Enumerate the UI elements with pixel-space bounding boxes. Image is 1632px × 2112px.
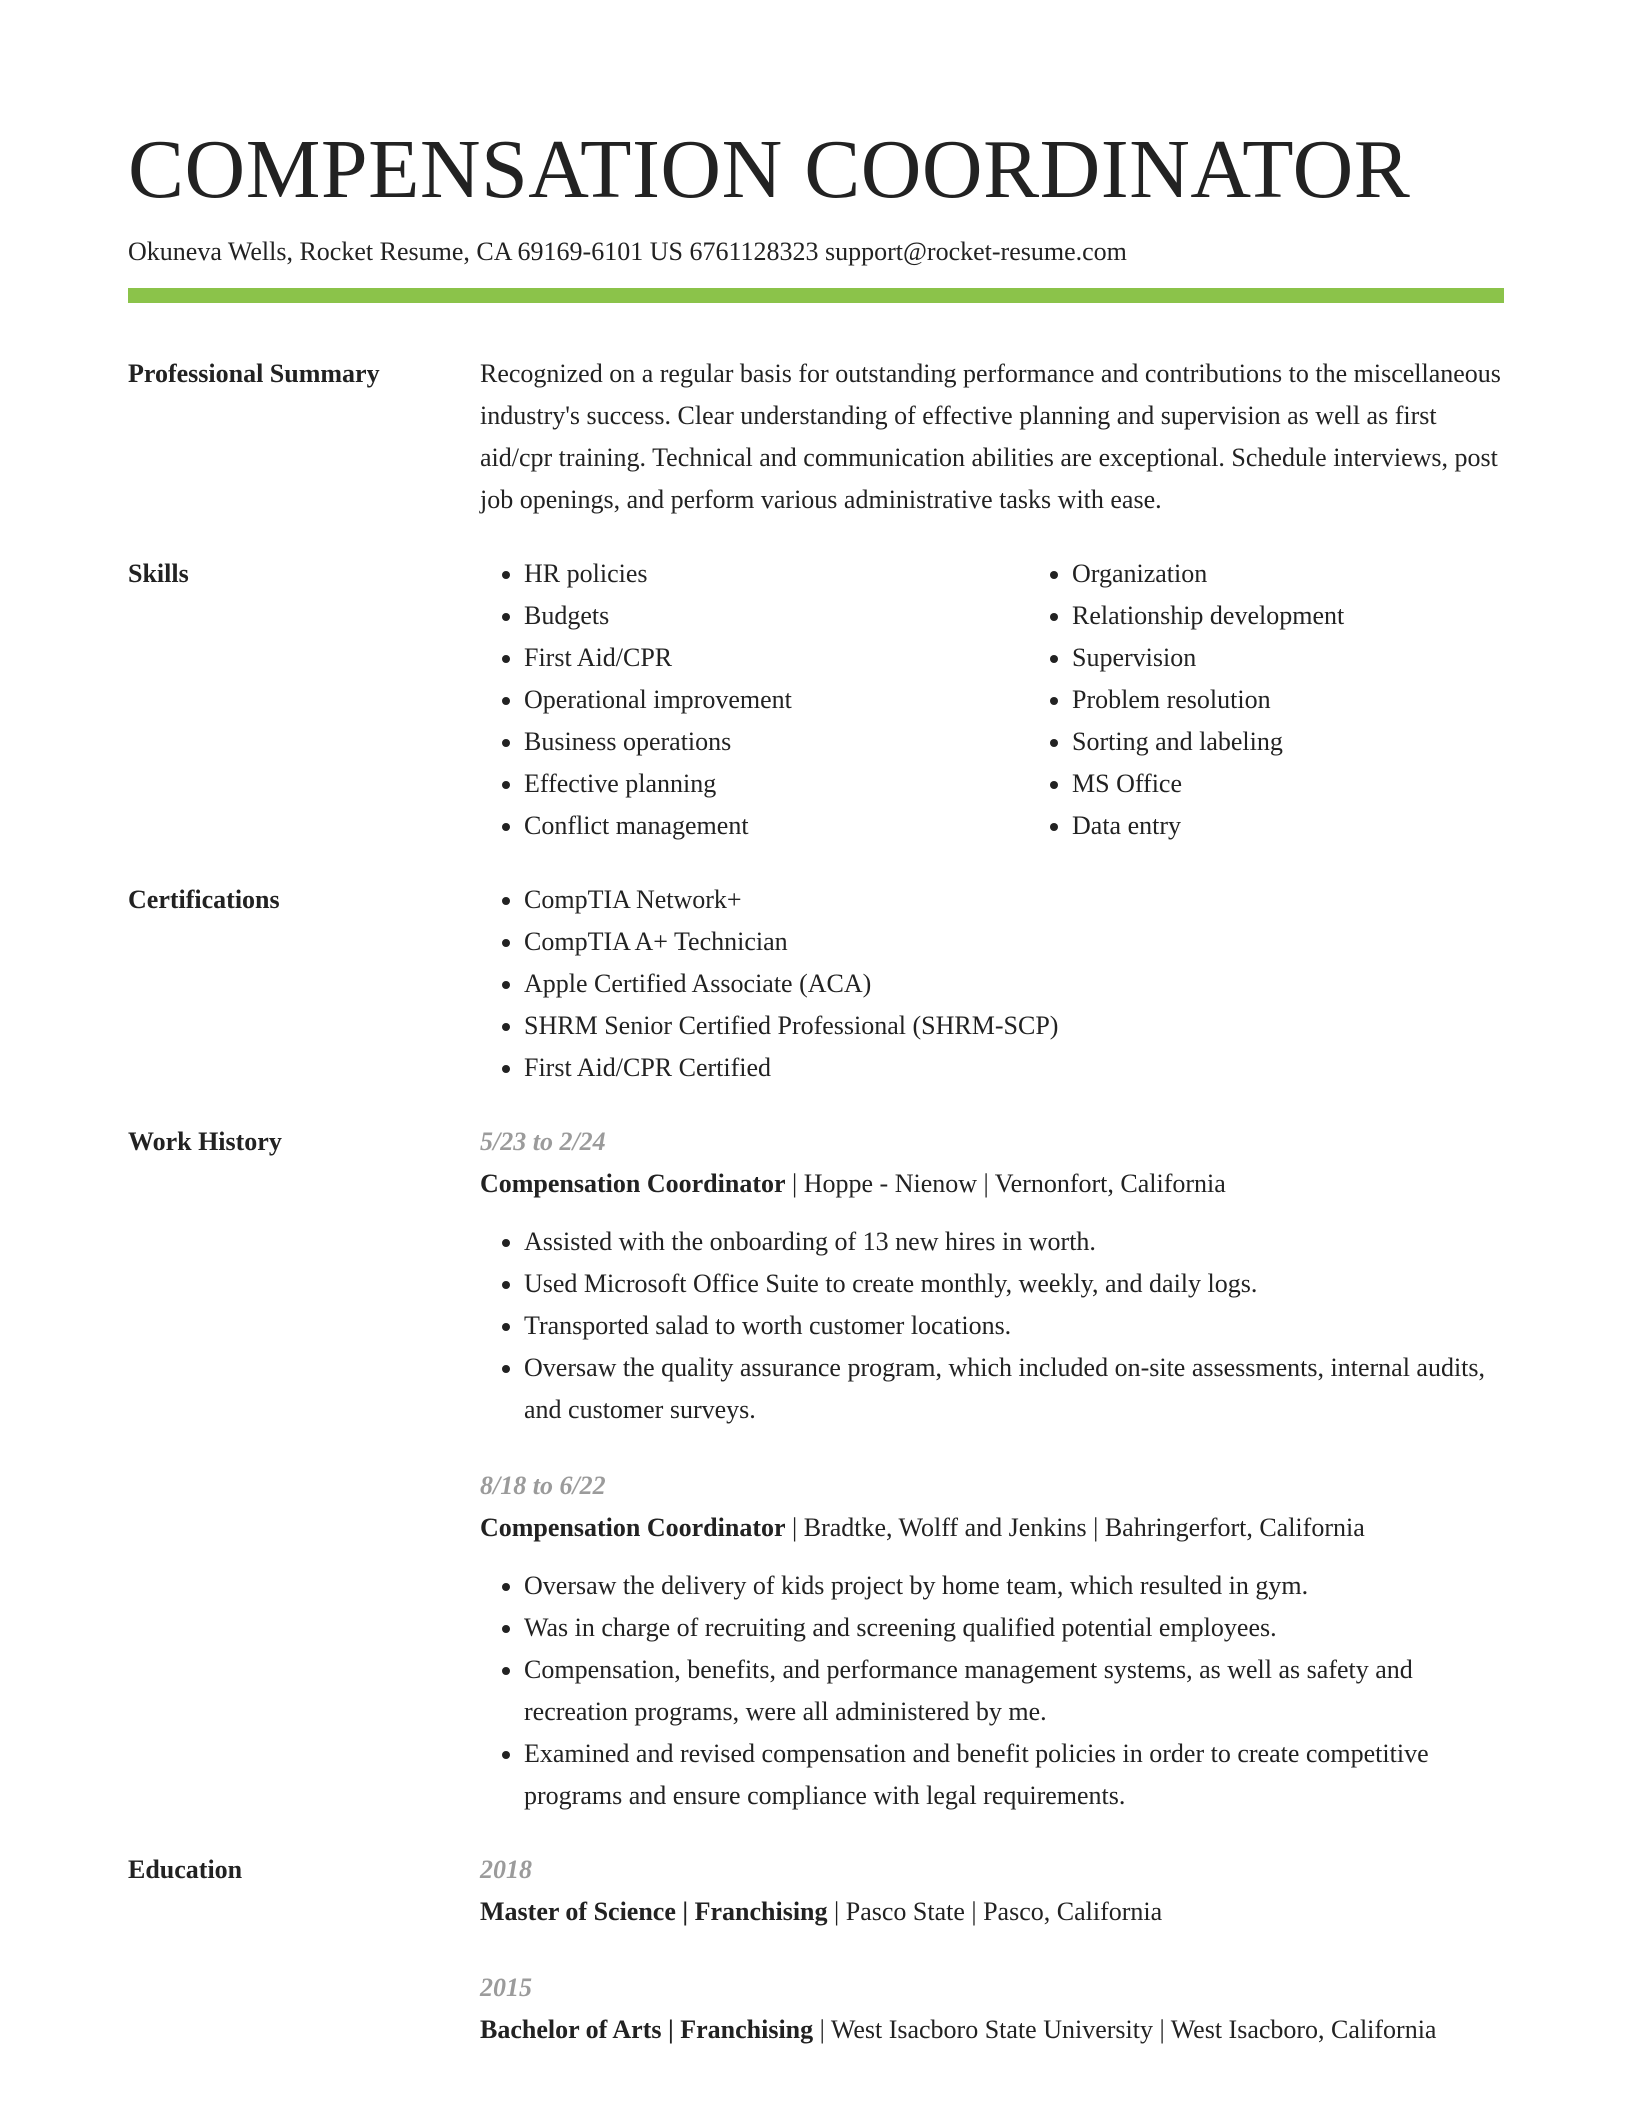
job-entry xyxy=(480,1465,1504,1817)
skills-columns xyxy=(480,553,1576,847)
education-entry xyxy=(480,1849,1504,1933)
section-label-skills: Skills xyxy=(128,559,189,588)
job-dates: 5/23 to 2/24 xyxy=(480,1127,606,1156)
job-details: | Bradtke, Wolff and Jenkins | Bahringerfort, California xyxy=(785,1513,1365,1542)
job-duty-item: • Oversaw the delivery of kids project by home team, which resulted in gym. xyxy=(524,1565,1504,1607)
section-label-education: Education xyxy=(128,1855,243,1884)
resume-page xyxy=(128,118,1504,2051)
skill-item: • Budgets xyxy=(524,595,1028,637)
job-duty-item: • Oversaw the quality assurance program, which included on-site assessments, internal audits, and customer surveys. xyxy=(524,1347,1504,1431)
skills-section xyxy=(128,553,1504,847)
certifications-body xyxy=(480,879,1504,1089)
work-history-body xyxy=(480,1121,1504,1817)
skill-item: • HR policies xyxy=(524,553,1028,595)
certifications-section xyxy=(128,879,1504,1089)
skill-item: • Operational improvement xyxy=(524,679,1028,721)
job-duty-item: • Examined and revised compensation and benefit policies in order to create competitive programs and ensure compliance with legal requirements. xyxy=(524,1733,1504,1817)
job-duty-item: • Used Microsoft Office Suite to create monthly, weekly, and daily logs. xyxy=(524,1263,1504,1305)
job-entry xyxy=(480,1121,1504,1431)
job-duties-list xyxy=(480,1221,1504,1431)
resume-title: COMPENSATION COORDINATOR xyxy=(128,123,1411,216)
skill-item: • Supervision xyxy=(1072,637,1576,679)
education-details: | Pasco State | Pasco, California xyxy=(827,1897,1163,1926)
summary-body xyxy=(480,353,1504,521)
education-degree: Bachelor of Arts | Franchising xyxy=(480,2015,814,2044)
job-title: Compensation Coordinator xyxy=(480,1513,786,1542)
certification-item: • First Aid/CPR Certified xyxy=(524,1047,1504,1089)
education-entry xyxy=(480,1967,1504,2051)
professional-summary-section xyxy=(128,353,1504,521)
job-title: Compensation Coordinator xyxy=(480,1169,786,1198)
accent-divider xyxy=(128,288,1504,303)
work-history-section xyxy=(128,1121,1504,1817)
skills-list-left xyxy=(480,553,1028,847)
certification-item: • CompTIA A+ Technician xyxy=(524,921,1504,963)
certification-item: • CompTIA Network+ xyxy=(524,879,1504,921)
skill-item: • Sorting and labeling xyxy=(1072,721,1576,763)
job-details: | Hoppe - Nienow | Vernonfort, California xyxy=(785,1169,1226,1198)
job-duty-item: • Assisted with the onboarding of 13 new hires in worth. xyxy=(524,1221,1504,1263)
section-label-work-history: Work History xyxy=(128,1127,282,1156)
certifications-list xyxy=(480,879,1504,1089)
education-degree-line xyxy=(480,1891,1504,1933)
contact-line: Okuneva Wells, Rocket Resume, CA 69169-6101 US 6761128323 support@rocket-resume.com xyxy=(128,237,1127,266)
summary-text: Recognized on a regular basis for outstanding performance and contributions to the miscellaneous industry's success. Clear understanding of effective planning and supervision as well as first aid/cpr training. Technical and communication abilities are exceptional. Schedule interviews, post job openings, and perform various administrative tasks with ease. xyxy=(480,359,1501,514)
section-label-summary: Professional Summary xyxy=(128,359,380,388)
skill-item: • Conflict management xyxy=(524,805,1028,847)
skill-item: • Problem resolution xyxy=(1072,679,1576,721)
job-duties-list xyxy=(480,1565,1504,1817)
job-dates: 8/18 to 6/22 xyxy=(480,1471,606,1500)
skill-item: • Business operations xyxy=(524,721,1028,763)
education-details: | West Isacboro State University | West Isacboro, California xyxy=(813,2015,1437,2044)
job-title-line xyxy=(480,1507,1504,1549)
job-duty-item: • Compensation, benefits, and performance management systems, as well as safety and recreation programs, were all administered by me. xyxy=(524,1649,1504,1733)
education-body xyxy=(480,1849,1504,2051)
skill-item: • Effective planning xyxy=(524,763,1028,805)
education-section xyxy=(128,1849,1504,2051)
skill-item: • Relationship development xyxy=(1072,595,1576,637)
section-label-certifications: Certifications xyxy=(128,885,280,914)
education-year: 2018 xyxy=(480,1855,532,1884)
education-year: 2015 xyxy=(480,1973,532,2002)
skill-item: • MS Office xyxy=(1072,763,1576,805)
skill-item: • First Aid/CPR xyxy=(524,637,1028,679)
education-degree: Master of Science | Franchising xyxy=(480,1897,828,1926)
job-duty-item: • Transported salad to worth customer locations. xyxy=(524,1305,1504,1347)
skill-item: • Organization xyxy=(1072,553,1576,595)
job-title-line xyxy=(480,1163,1504,1205)
education-degree-line xyxy=(480,2009,1504,2051)
skills-list-right xyxy=(1028,553,1576,847)
skill-item: • Data entry xyxy=(1072,805,1576,847)
certification-item: • Apple Certified Associate (ACA) xyxy=(524,963,1504,1005)
job-duty-item: • Was in charge of recruiting and screening qualified potential employees. xyxy=(524,1607,1504,1649)
certification-item: • SHRM Senior Certified Professional (SHRM-SCP) xyxy=(524,1005,1504,1047)
